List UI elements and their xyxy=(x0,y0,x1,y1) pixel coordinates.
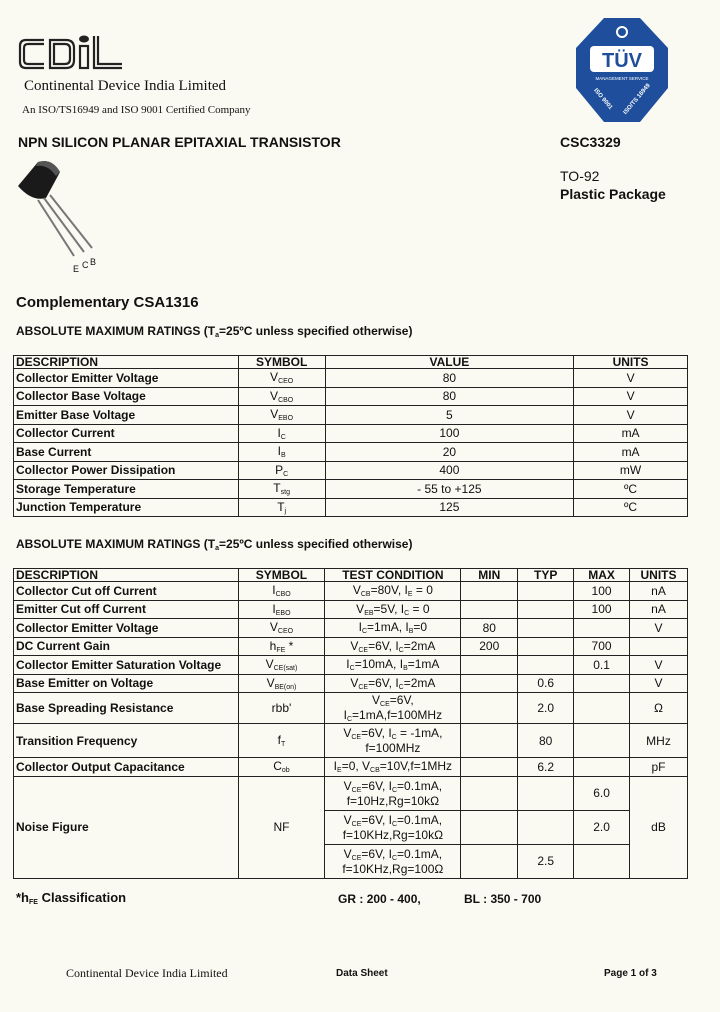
min-cell xyxy=(461,844,518,878)
table-row xyxy=(14,582,688,601)
unit-cell: V xyxy=(630,656,688,675)
table-row xyxy=(14,600,688,619)
condition-cell: $V_{CE}=6V$, $I_C=0.1mA$, f=10KHz,Rg=10kΩ xyxy=(325,810,461,844)
electrical-characteristics-table xyxy=(13,568,688,879)
unit-cell: MHz xyxy=(630,724,688,758)
min-cell xyxy=(461,693,518,724)
unit-cell: dB xyxy=(630,776,688,878)
unit-cell: ºC xyxy=(574,498,688,517)
unit-cell: nA xyxy=(630,600,688,619)
table-row xyxy=(14,674,688,693)
desc-cell: Base Spreading Resistance xyxy=(14,693,239,724)
symbol-cell: $I_B$ xyxy=(238,443,325,462)
desc-cell: Collector Power Dissipation xyxy=(14,461,239,480)
desc-cell: Collector Emitter Voltage xyxy=(14,369,239,388)
pin-label-b: B xyxy=(90,257,97,267)
tuv-iso1: ISO 9001 xyxy=(592,87,614,111)
tuv-sub: MANAGEMENT SERVICE xyxy=(595,76,649,81)
header-cell: DESCRIPTION xyxy=(14,356,239,369)
min-cell xyxy=(461,600,518,619)
value-cell: 20 xyxy=(325,443,574,462)
table-row xyxy=(14,498,688,517)
hfe-classification: $*h_{FE}$ Classification xyxy=(16,890,127,906)
table-row xyxy=(14,776,688,810)
symbol-cell: $f_T$ xyxy=(238,724,325,758)
footer-page: Page 1 of 3 xyxy=(604,968,657,979)
symbol-cell: $I_{CBO}$ xyxy=(238,582,325,601)
min-cell xyxy=(461,582,518,601)
max-cell xyxy=(574,724,630,758)
min-cell xyxy=(461,776,518,810)
pin-label-e: E xyxy=(73,264,80,274)
typ-cell: 2.0 xyxy=(518,693,574,724)
table-row xyxy=(14,424,688,443)
symbol-cell: $I_C$ xyxy=(238,424,325,443)
min-cell: 200 xyxy=(461,637,518,656)
typ-cell xyxy=(518,619,574,638)
min-cell xyxy=(461,810,518,844)
max-cell xyxy=(574,693,630,724)
header-cell: TEST CONDITION xyxy=(325,569,461,582)
unit-cell: nA xyxy=(630,582,688,601)
min-cell xyxy=(461,724,518,758)
table-row xyxy=(14,406,688,425)
symbol-cell: $h_{FE}$ * xyxy=(238,637,325,656)
unit-cell: mW xyxy=(574,461,688,480)
unit-cell: mA xyxy=(574,424,688,443)
footer-company: Continental Device India Limited xyxy=(66,966,228,980)
condition-cell: $I_C=1mA$, $I_B=0$ xyxy=(325,619,461,638)
symbol-cell: $I_{EBO}$ xyxy=(238,600,325,619)
desc-cell: Emitter Base Voltage xyxy=(14,406,239,425)
transistor-to92-image xyxy=(8,158,118,283)
value-cell: - 55 to +125 xyxy=(325,480,574,499)
hfe-gr: GR : 200 - 400, xyxy=(338,892,421,906)
symbol-cell: $V_{CE(sat)}$ xyxy=(238,656,325,675)
part-number: CSC3329 xyxy=(560,134,621,150)
max-cell xyxy=(574,844,630,878)
desc-cell: Collector Cut off Current xyxy=(14,582,239,601)
certification-line: An ISO/TS16949 and ISO 9001 Certified Company xyxy=(22,104,251,116)
table-row xyxy=(14,369,688,388)
table-row xyxy=(14,656,688,675)
condition-cell: $I_E=0$, $V_{CB}=10V,f=1MHz$ xyxy=(325,758,461,777)
tuv-iso2: ISO/TS 16949 xyxy=(622,82,652,116)
max-cell: 700 xyxy=(574,637,630,656)
typ-cell xyxy=(518,656,574,675)
condition-cell: $V_{CE}=6V$, $I_C=0.1mA$, f=10Hz,Rg=10kΩ xyxy=(325,776,461,810)
typ-cell: 80 xyxy=(518,724,574,758)
max-cell xyxy=(574,674,630,693)
absolute-max-ratings-table xyxy=(13,355,688,517)
desc-cell: Collector Output Capacitance xyxy=(14,758,239,777)
table-row xyxy=(14,637,688,656)
table-row xyxy=(14,758,688,777)
typ-cell xyxy=(518,637,574,656)
table-row xyxy=(14,443,688,462)
max-cell: 100 xyxy=(574,582,630,601)
max-cell xyxy=(574,619,630,638)
symbol-cell: $C_{ob}$ xyxy=(238,758,325,777)
unit-cell: V xyxy=(630,619,688,638)
desc-cell: Transition Frequency xyxy=(14,724,239,758)
desc-cell: Emitter Cut off Current xyxy=(14,600,239,619)
unit-cell: V xyxy=(574,406,688,425)
desc-cell: Collector Base Voltage xyxy=(14,387,239,406)
max-cell: 6.0 xyxy=(574,776,630,810)
min-cell xyxy=(461,674,518,693)
unit-cell: ºC xyxy=(574,480,688,499)
symbol-cell: $T_j$ xyxy=(238,498,325,517)
typ-cell xyxy=(518,810,574,844)
header-cell: MAX xyxy=(574,569,630,582)
typ-cell xyxy=(518,600,574,619)
symbol-cell: $V_{EBO}$ xyxy=(238,406,325,425)
symbol-cell: $V_{CBO}$ xyxy=(238,387,325,406)
package-desc: Plastic Package xyxy=(560,186,666,202)
max-cell: 0.1 xyxy=(574,656,630,675)
complementary-part: Complementary CSA1316 xyxy=(16,294,199,311)
table-row xyxy=(14,461,688,480)
symbol-cell: $V_{CEO}$ xyxy=(238,619,325,638)
value-cell: 100 xyxy=(325,424,574,443)
condition-cell: $V_{CE}=6V$, $I_C=2mA$ xyxy=(325,674,461,693)
value-cell: 400 xyxy=(325,461,574,480)
condition-cell: $V_{CE}=6V$, $I_C=0.1mA$, f=10KHz,Rg=100Ω xyxy=(325,844,461,878)
desc-cell: Collector Emitter Saturation Voltage xyxy=(14,656,239,675)
table-row xyxy=(14,387,688,406)
tuv-badge xyxy=(574,16,670,129)
desc-cell: Base Current xyxy=(14,443,239,462)
table-row xyxy=(14,693,688,724)
company-name: Continental Device India Limited xyxy=(24,78,227,94)
header-cell: SYMBOL xyxy=(238,356,325,369)
symbol-cell: rbb' xyxy=(238,693,325,724)
typ-cell xyxy=(518,776,574,810)
value-cell: 125 xyxy=(325,498,574,517)
symbol-cell: $P_C$ xyxy=(238,461,325,480)
header-cell: DESCRIPTION xyxy=(14,569,239,582)
desc-cell: Junction Temperature xyxy=(14,498,239,517)
symbol-cell: NF xyxy=(238,776,325,878)
max-cell: 2.0 xyxy=(574,810,630,844)
min-cell xyxy=(461,758,518,777)
condition-cell: $V_{CE}=6V$, $I_C = -1mA$, f=100MHz xyxy=(325,724,461,758)
tuv-name: TÜV xyxy=(602,50,642,72)
symbol-cell: $V_{CEO}$ xyxy=(238,369,325,388)
page-title: NPN SILICON PLANAR EPITAXIAL TRANSISTOR xyxy=(18,134,341,150)
typ-cell: 6.2 xyxy=(518,758,574,777)
header-cell: UNITS xyxy=(574,356,688,369)
condition-cell: $I_C=10mA$, $I_B=1mA$ xyxy=(325,656,461,675)
unit-cell: V xyxy=(630,674,688,693)
value-cell: 80 xyxy=(325,387,574,406)
hfe-bl: BL : 350 - 700 xyxy=(464,892,542,906)
min-cell xyxy=(461,656,518,675)
unit-cell: Ω xyxy=(630,693,688,724)
unit-cell: V xyxy=(574,387,688,406)
unit-cell xyxy=(630,637,688,656)
table-row xyxy=(14,724,688,758)
typ-cell xyxy=(518,582,574,601)
max-cell: 100 xyxy=(574,600,630,619)
unit-cell: mA xyxy=(574,443,688,462)
header-cell: TYP xyxy=(518,569,574,582)
value-cell: 80 xyxy=(325,369,574,388)
desc-cell: Noise Figure xyxy=(14,776,239,878)
abs-ratings-title: ABSOLUTE MAXIMUM RATINGS ($T_a=25ºC$ unless specified otherwise) xyxy=(16,324,413,339)
elec-char-title: ABSOLUTE MAXIMUM RATINGS ($T_a=25ºC$ unless specified otherwise) xyxy=(16,537,413,552)
symbol-cell: $T_{stg}$ xyxy=(238,480,325,499)
unit-cell: V xyxy=(574,369,688,388)
max-cell xyxy=(574,758,630,777)
desc-cell: Collector Emitter Voltage xyxy=(14,619,239,638)
desc-cell: Collector Current xyxy=(14,424,239,443)
table-row xyxy=(14,480,688,499)
header-cell: UNITS xyxy=(630,569,688,582)
package-type: TO-92 xyxy=(560,168,600,184)
header-cell: VALUE xyxy=(325,356,574,369)
symbol-cell: $V_{BE(on)}$ xyxy=(238,674,325,693)
condition-cell: $V_{EB}=5V$, $I_C = 0$ xyxy=(325,600,461,619)
desc-cell: Base Emitter on Voltage xyxy=(14,674,239,693)
condition-cell: $V_{CB}=80V$, $I_E = 0$ xyxy=(325,582,461,601)
header-cell: SYMBOL xyxy=(238,569,325,582)
value-cell: 5 xyxy=(325,406,574,425)
min-cell: 80 xyxy=(461,619,518,638)
unit-cell: pF xyxy=(630,758,688,777)
pin-label-c: C xyxy=(82,260,89,270)
typ-cell: 0.6 xyxy=(518,674,574,693)
condition-cell: $V_{CE}=6V$, $I_C=1mA,f=100MHz$ xyxy=(325,693,461,724)
desc-cell: Storage Temperature xyxy=(14,480,239,499)
table-row xyxy=(14,619,688,638)
desc-cell: DC Current Gain xyxy=(14,637,239,656)
header-cell: MIN xyxy=(461,569,518,582)
typ-cell: 2.5 xyxy=(518,844,574,878)
cdil-logo xyxy=(18,34,126,79)
footer-doc: Data Sheet xyxy=(336,968,388,979)
condition-cell: $V_{CE}=6V$, $I_C=2mA$ xyxy=(325,637,461,656)
